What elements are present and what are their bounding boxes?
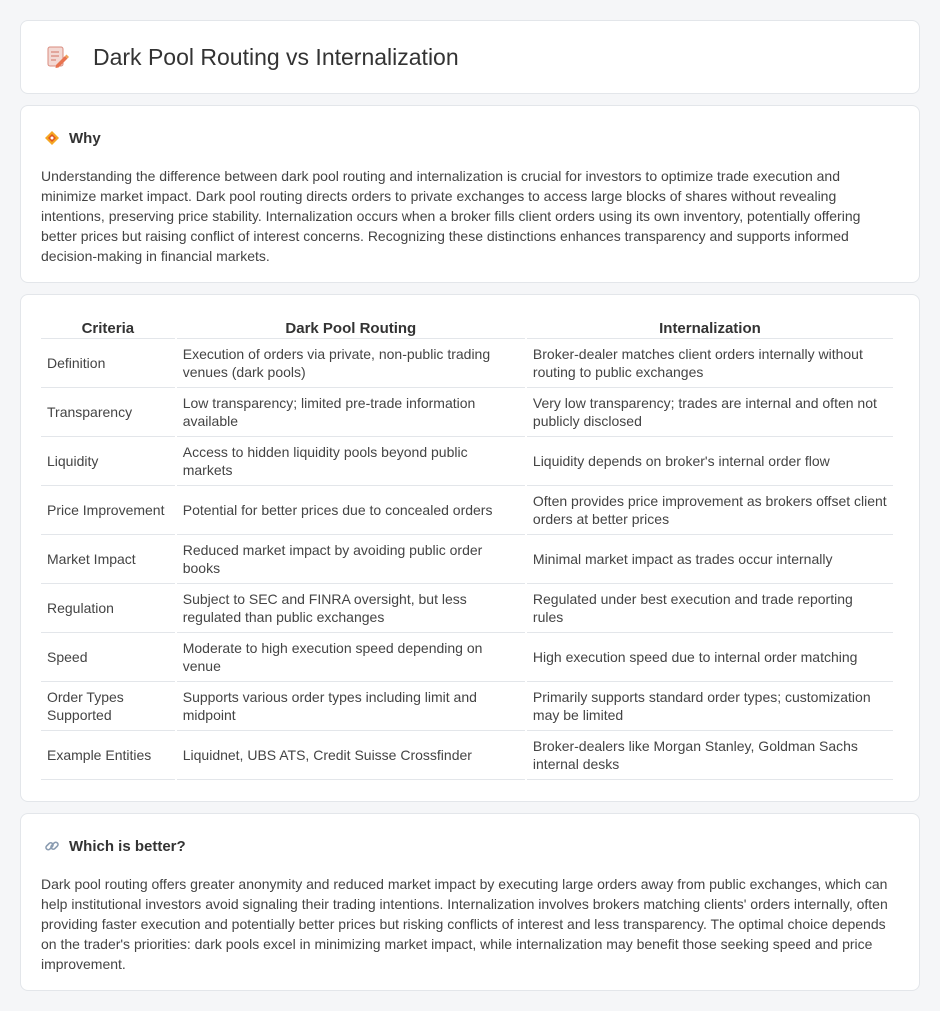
criteria-cell: Price Improvement bbox=[41, 486, 175, 535]
why-section bbox=[20, 105, 920, 283]
criteria-cell: Liquidity bbox=[41, 437, 175, 486]
dark-pool-cell: Reduced market impact by avoiding public order books bbox=[177, 535, 525, 584]
criteria-cell: Order Types Supported bbox=[41, 682, 175, 731]
why-heading-row bbox=[43, 128, 899, 148]
document-pencil-icon bbox=[43, 43, 71, 71]
header-criteria: Criteria bbox=[41, 315, 175, 339]
table-row bbox=[41, 535, 893, 584]
header-internalization: Internalization bbox=[527, 315, 893, 339]
dark-pool-cell: Low transparency; limited pre-trade information available bbox=[177, 388, 525, 437]
criteria-cell: Example Entities bbox=[41, 731, 175, 780]
table-row bbox=[41, 682, 893, 731]
criteria-cell: Transparency bbox=[41, 388, 175, 437]
table-row bbox=[41, 339, 893, 388]
table-row bbox=[41, 633, 893, 682]
dark-pool-cell: Potential for better prices due to concealed orders bbox=[177, 486, 525, 535]
internalization-cell: Liquidity depends on broker's internal order flow bbox=[527, 437, 893, 486]
sparkle-icon bbox=[43, 129, 61, 147]
which-is-better-section bbox=[20, 813, 920, 991]
dark-pool-cell: Moderate to high execution speed depending on venue bbox=[177, 633, 525, 682]
table-row bbox=[41, 731, 893, 780]
better-heading: Which is better? bbox=[69, 837, 186, 855]
internalization-cell: Broker-dealers like Morgan Stanley, Goldman Sachs internal desks bbox=[527, 731, 893, 780]
internalization-cell: Broker-dealer matches client orders internally without routing to public exchanges bbox=[527, 339, 893, 388]
comparison-table-card bbox=[20, 294, 920, 802]
dark-pool-cell: Liquidnet, UBS ATS, Credit Suisse Crossfinder bbox=[177, 731, 525, 780]
criteria-cell: Speed bbox=[41, 633, 175, 682]
dark-pool-cell: Subject to SEC and FINRA oversight, but less regulated than public exchanges bbox=[177, 584, 525, 633]
internalization-cell: Primarily supports standard order types; customization may be limited bbox=[527, 682, 893, 731]
why-heading: Why bbox=[69, 129, 101, 147]
comparison-table bbox=[39, 315, 895, 780]
internalization-cell: Regulated under best execution and trade reporting rules bbox=[527, 584, 893, 633]
dark-pool-cell: Access to hidden liquidity pools beyond public markets bbox=[177, 437, 525, 486]
link-icon bbox=[43, 837, 61, 855]
better-heading-row bbox=[43, 836, 899, 856]
table-row bbox=[41, 437, 893, 486]
dark-pool-cell: Supports various order types including limit and midpoint bbox=[177, 682, 525, 731]
table-header-row bbox=[41, 315, 893, 339]
internalization-cell: Minimal market impact as trades occur internally bbox=[527, 535, 893, 584]
criteria-cell: Definition bbox=[41, 339, 175, 388]
internalization-cell: Often provides price improvement as brokers offset client orders at better prices bbox=[527, 486, 893, 535]
table-row bbox=[41, 584, 893, 633]
dark-pool-cell: Execution of orders via private, non-public trading venues (dark pools) bbox=[177, 339, 525, 388]
page-title: Dark Pool Routing vs Internalization bbox=[93, 43, 459, 70]
internalization-cell: Very low transparency; trades are internal and often not publicly disclosed bbox=[527, 388, 893, 437]
header-dark-pool: Dark Pool Routing bbox=[177, 315, 525, 339]
table-row bbox=[41, 486, 893, 535]
why-text: Understanding the difference between dark pool routing and internalization is crucial for investors to optimize trade execution and minimize market impact. Dark pool routing directs orders to private exchanges to access large blocks of shares without revealing intentions, preserving price stability. Internalization occurs when a broker fills client orders using its own inventory, potentially offering better prices but raising conflict of interest concerns. Recognizing these distinctions enhances transparency and supports informed decision-making in financial markets. bbox=[41, 168, 861, 264]
table-row bbox=[41, 388, 893, 437]
internalization-cell: High execution speed due to internal order matching bbox=[527, 633, 893, 682]
title-card bbox=[20, 20, 920, 94]
better-text: Dark pool routing offers greater anonymity and reduced market impact by executing large orders away from public exchanges, which can help institutional investors avoid signaling their trading intentions. Internalization involves brokers matching clients' orders internally, often providing faster execution and potentially better prices but risking conflicts of interest and less transparency. The optimal choice depends on the trader's priorities: dark pools excel in minimizing market impact, while internalization may benefit those seeking speed and price improvement. bbox=[41, 876, 888, 972]
criteria-cell: Market Impact bbox=[41, 535, 175, 584]
criteria-cell: Regulation bbox=[41, 584, 175, 633]
